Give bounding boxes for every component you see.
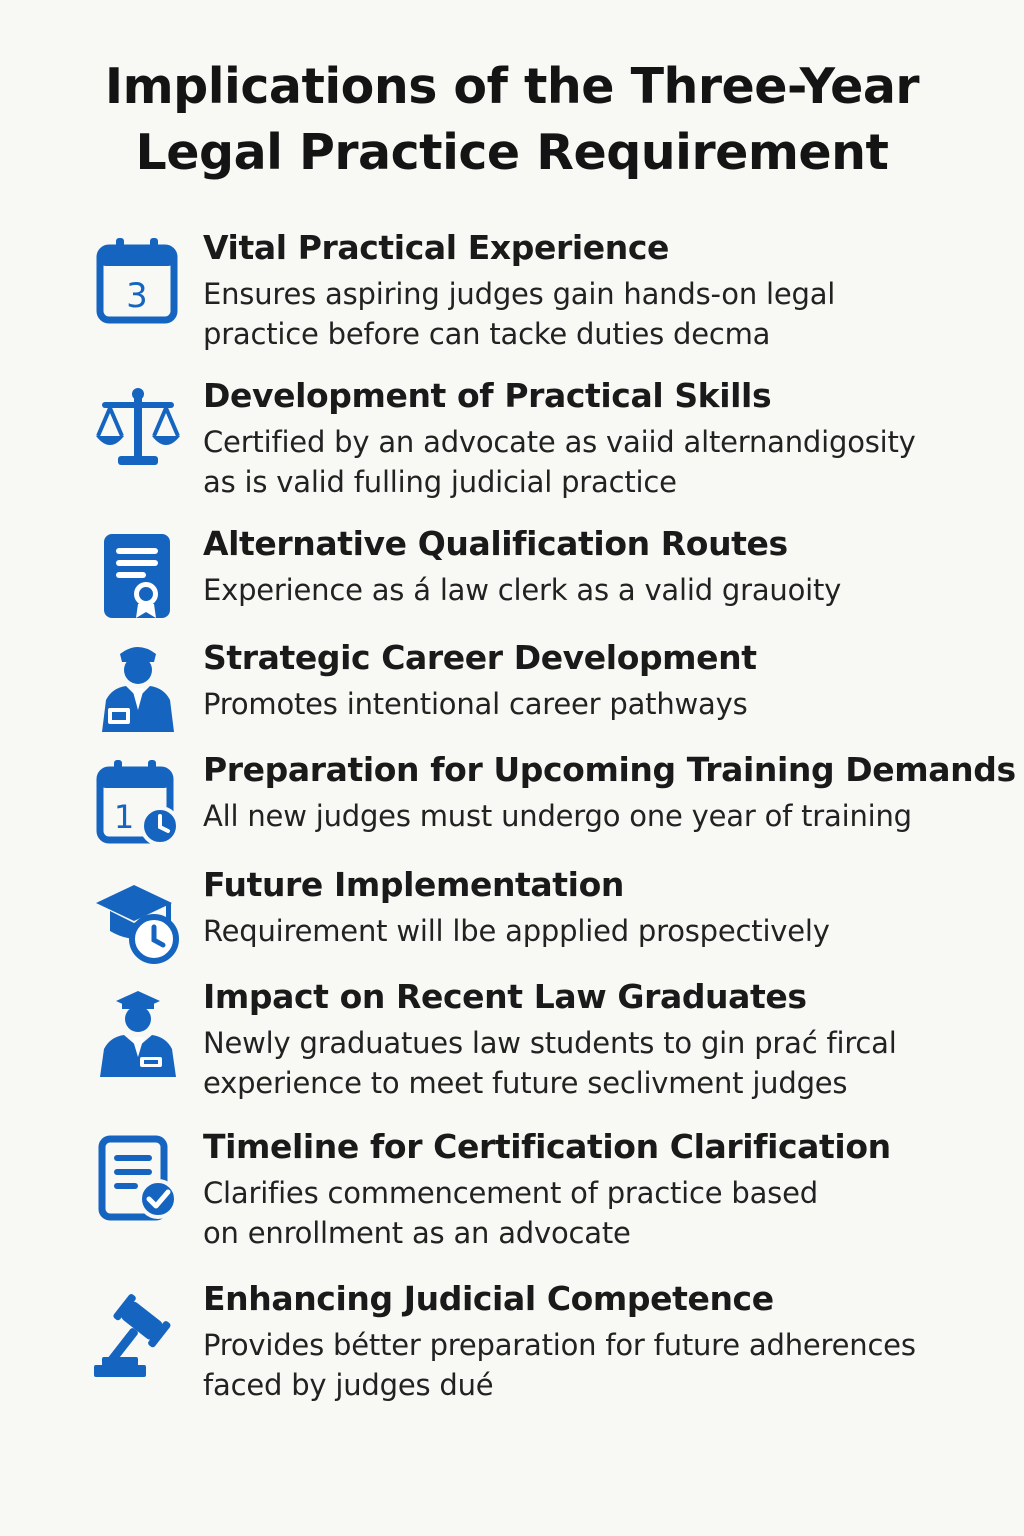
item-description-line: as is valid fulling judicial practice [203,465,677,499]
item-heading: Development of Practical Skills [203,376,772,415]
certificate-icon [92,530,184,622]
item-description-line: faced by judges dué [203,1368,494,1402]
item-description-line: on enrollment as an advocate [203,1216,631,1250]
item-heading: Alternative Qualification Routes [203,524,788,563]
item-heading: Preparation for Upcoming Training Demands [203,750,1016,789]
calendar-number: 1 [113,798,135,836]
item-description [203,1023,983,1103]
item-description-line: Certified by an advocate as vaiid alternandigosity [203,425,916,459]
item-description-line: experience to meet future seclivment judges [203,1066,848,1100]
title-line-2: Legal Practice Requirement [135,124,889,181]
item-description-line: Experience as á law clerk as a valid grauoity [203,573,842,607]
calendar-3-icon [92,234,184,326]
item-description-line: All new judges must undergo one year of training [203,799,912,833]
calendar-number: 3 [126,276,148,316]
professional-person-icon [92,640,184,732]
item-description-line: Ensures aspiring judges gain hands-on legal [203,277,836,311]
item-description [203,422,983,502]
item-description-line: Newly graduatues law students to gin prać fircal [203,1026,897,1060]
item-description-line: Clarifies commencement of practice based [203,1176,818,1210]
gavel-icon [92,1291,184,1383]
item-description [203,1173,983,1253]
scales-icon [92,382,184,474]
item-heading: Future Implementation [203,865,624,904]
item-description [203,684,983,724]
item-heading: Vital Practical Experience [203,228,669,267]
graduate-person-icon [92,985,184,1077]
item-description [203,796,983,836]
item-description-line: practice before can tacke duties decma [203,317,771,351]
item-description [203,1325,983,1405]
item-heading: Strategic Career Development [203,638,757,677]
page-title [0,54,1024,186]
graduation-cap-clock-icon [92,873,184,965]
item-description [203,570,983,610]
document-check-icon [92,1133,184,1225]
item-description [203,274,983,354]
item-description-line: Requirement will lbe appplied prospectively [203,914,830,948]
item-heading: Impact on Recent Law Graduates [203,977,807,1016]
item-heading: Enhancing Judicial Competence [203,1279,774,1318]
item-description-line: Promotes intentional career pathways [203,687,748,721]
calendar-clock-icon [92,756,184,848]
title-line-1: Implications of the Three-Year [104,58,920,115]
item-description-line: Provides bétter preparation for future adherences [203,1328,916,1362]
item-description [203,911,983,951]
item-heading: Timeline for Certification Clarification [203,1127,891,1166]
